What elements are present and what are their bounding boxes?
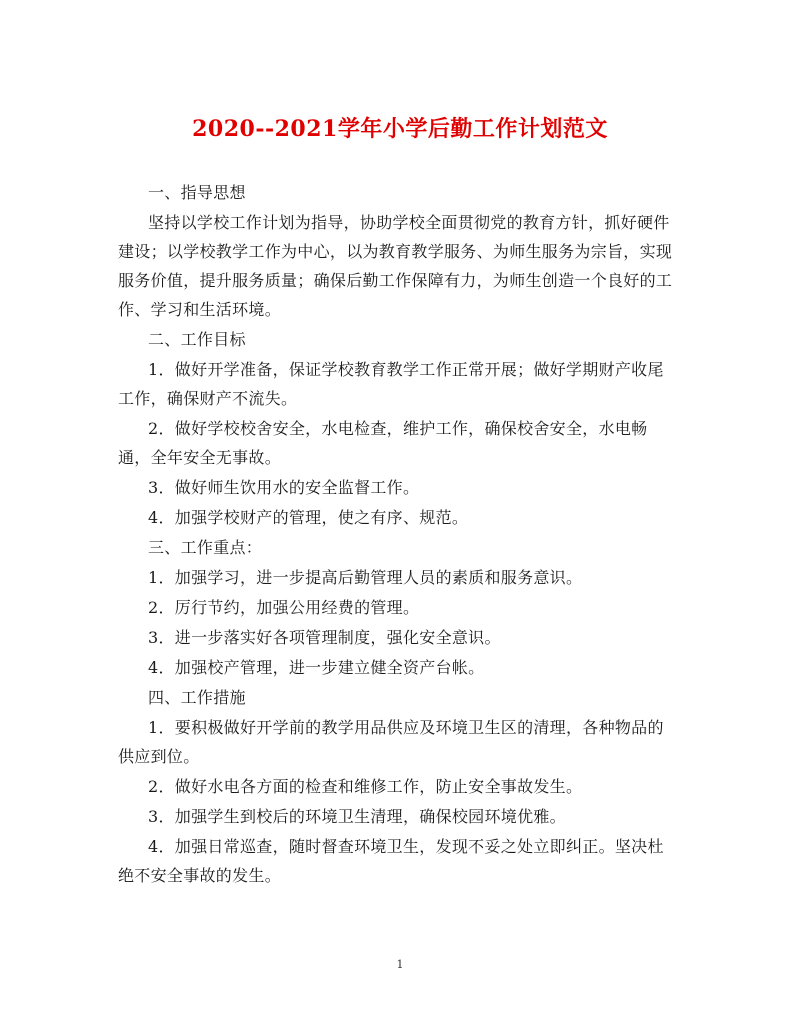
goal-item-2: 2．做好学校校舍安全，水电检查，维护工作，确保校舍安全，水电畅通，全年安全无事故。 — [118, 419, 648, 467]
focus-item-3: 3．进一步落实好各项管理制度，强化安全意识。 — [148, 628, 501, 647]
measure-item-3: 3．加强学生到校后的环境卫生清理，确保校园环境优雅。 — [148, 807, 566, 826]
document-body — [118, 178, 680, 891]
page-number: 1 — [396, 958, 404, 971]
goal-item-3: 3．做好师生饮用水的安全监督工作。 — [148, 478, 420, 497]
heading-work-measures: 四、工作措施 — [148, 688, 246, 707]
heading-work-goals: 二、工作目标 — [148, 330, 246, 349]
goal-item-4: 4．加强学校财产的管理，使之有序、规范。 — [148, 508, 469, 527]
focus-item-4: 4．加强校产管理，进一步建立健全资产台帐。 — [148, 658, 485, 677]
goal-item-1: 1．做好开学准备，保证学校教育教学工作正常开展；做好学期财产收尾工作，确保财产不流失。 — [118, 360, 664, 408]
document-title: 2020--2021学年小学后勤工作计划范文 — [192, 116, 608, 142]
heading-work-focus: 三、工作重点： — [148, 538, 263, 557]
focus-item-1: 1．加强学习，进一步提高后勤管理人员的素质和服务意识。 — [148, 568, 583, 587]
focus-item-2: 2．厉行节约，加强公用经费的管理。 — [148, 598, 420, 617]
measure-item-2: 2．做好水电各方面的检查和维修工作，防止安全事故发生。 — [148, 777, 583, 796]
heading-guiding-ideology: 一、指导思想 — [148, 183, 246, 202]
paragraph-guiding-ideology: 坚持以学校工作计划为指导，协助学校全面贯彻党的教育方针，抓好硬件建设；以学校教学工作为中心，以为教育教学服务、为师生服务为宗旨，实现服务价值，提升服务质量；确保后勤工作保障有力，为师生创造一个良好的工作、学习和生活环境。 — [118, 213, 673, 319]
measure-item-1: 1．要积极做好开学前的教学用品供应及环境卫生区的清理，各种物品的供应到位。 — [118, 718, 664, 766]
measure-item-4: 4．加强日常巡查，随时督查环境卫生，发现不妥之处立即纠正。坚决杜绝不安全事故的发生。 — [118, 837, 664, 885]
